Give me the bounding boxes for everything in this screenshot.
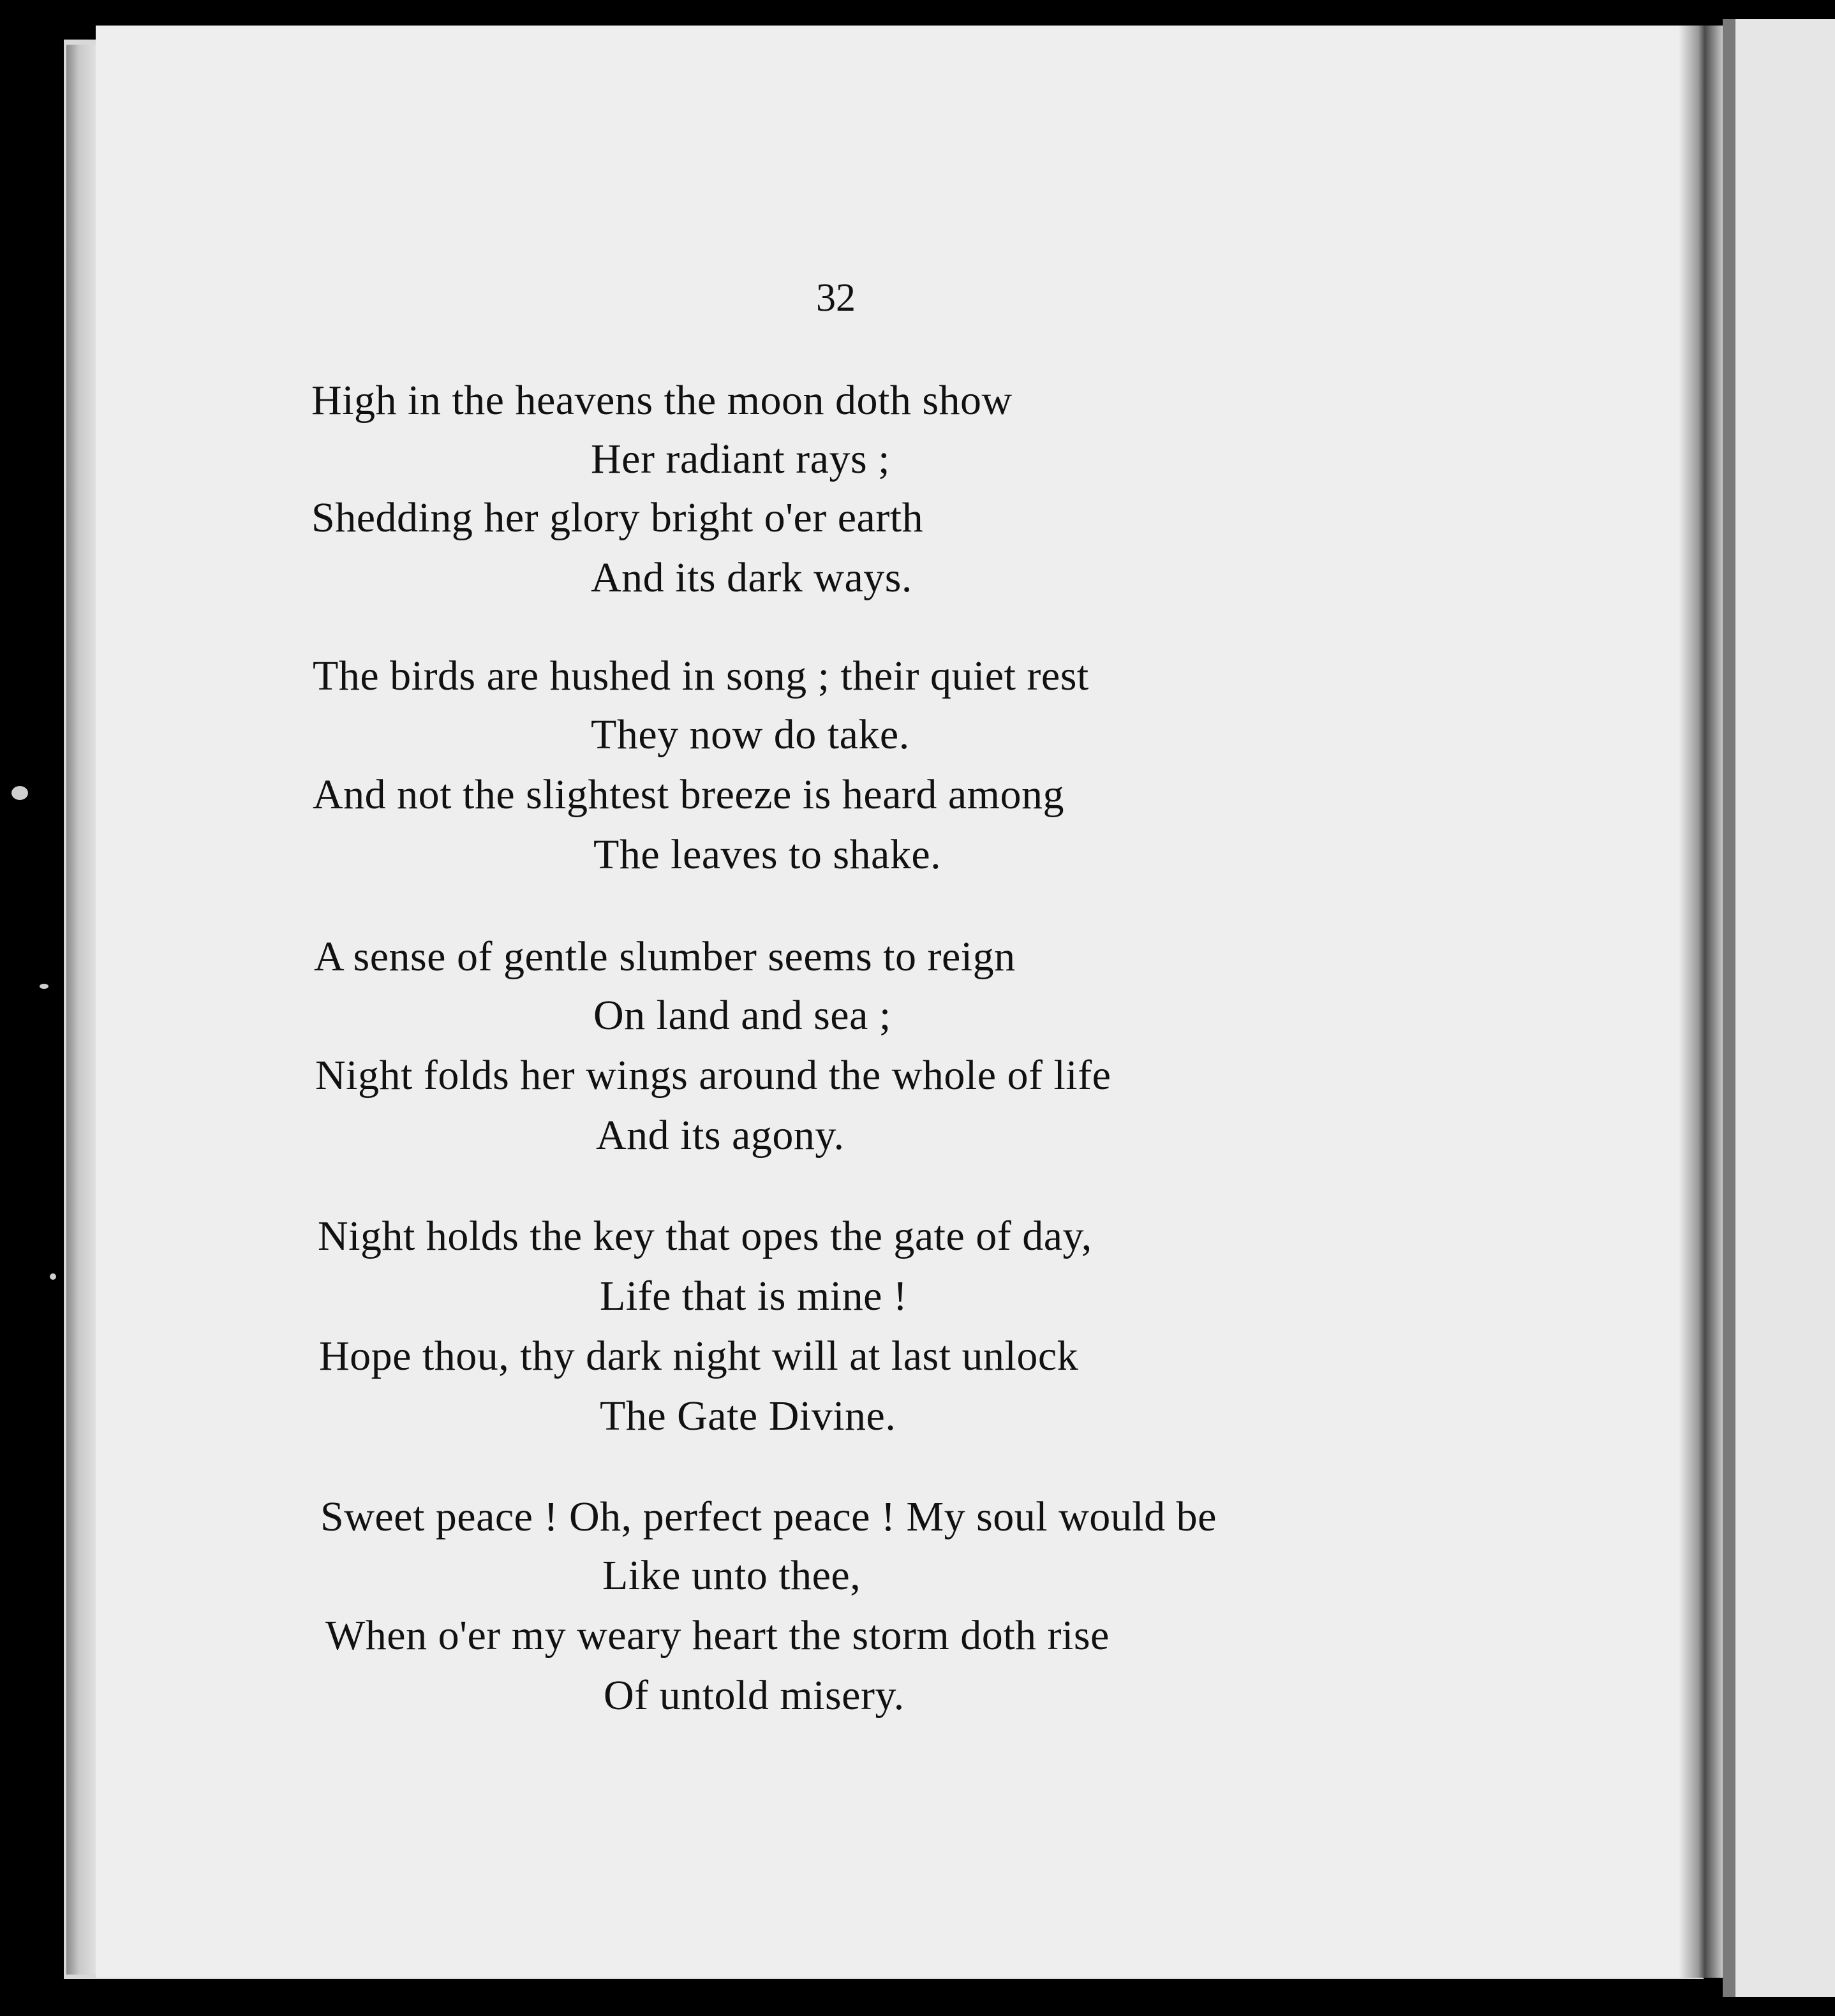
poem-line: Shedding her glory bright o'er earth xyxy=(311,494,924,541)
page-number: 32 xyxy=(816,276,856,320)
poem-line: A sense of gentle slumber seems to reign xyxy=(314,933,1016,980)
poem-line-indented: Of untold misery. xyxy=(604,1672,905,1719)
poem-line: Night folds her wings around the whole of life xyxy=(315,1052,1111,1099)
poem-line: And not the slightest breeze is heard among xyxy=(313,771,1065,818)
poem-line: The birds are hushed in song ; their quiet rest xyxy=(313,653,1089,699)
poem-line: Hope thou, thy dark night will at last unlock xyxy=(319,1333,1079,1379)
poem-line-indented: The leaves to shake. xyxy=(593,831,942,878)
poem-line-indented: The Gate Divine. xyxy=(600,1393,896,1439)
poem-line: High in the heavens the moon doth show xyxy=(311,377,1013,424)
poem-line-indented: They now do take. xyxy=(591,711,910,758)
poem-line-indented: And its dark ways. xyxy=(591,554,912,601)
poem-line: When o'er my weary heart the storm doth rise xyxy=(325,1612,1110,1659)
poem-line: Sweet peace ! Oh, perfect peace ! My soul would be xyxy=(320,1493,1217,1540)
poem-line-indented: And its agony. xyxy=(596,1112,845,1159)
poem-line-indented: Life that is mine ! xyxy=(600,1273,908,1319)
poem-line-indented: Her radiant rays ; xyxy=(591,436,890,482)
poem-line: Night holds the key that opes the gate of day, xyxy=(318,1213,1092,1259)
poem-line-indented: On land and sea ; xyxy=(593,992,891,1039)
poem-line-indented: Like unto thee, xyxy=(602,1552,861,1599)
